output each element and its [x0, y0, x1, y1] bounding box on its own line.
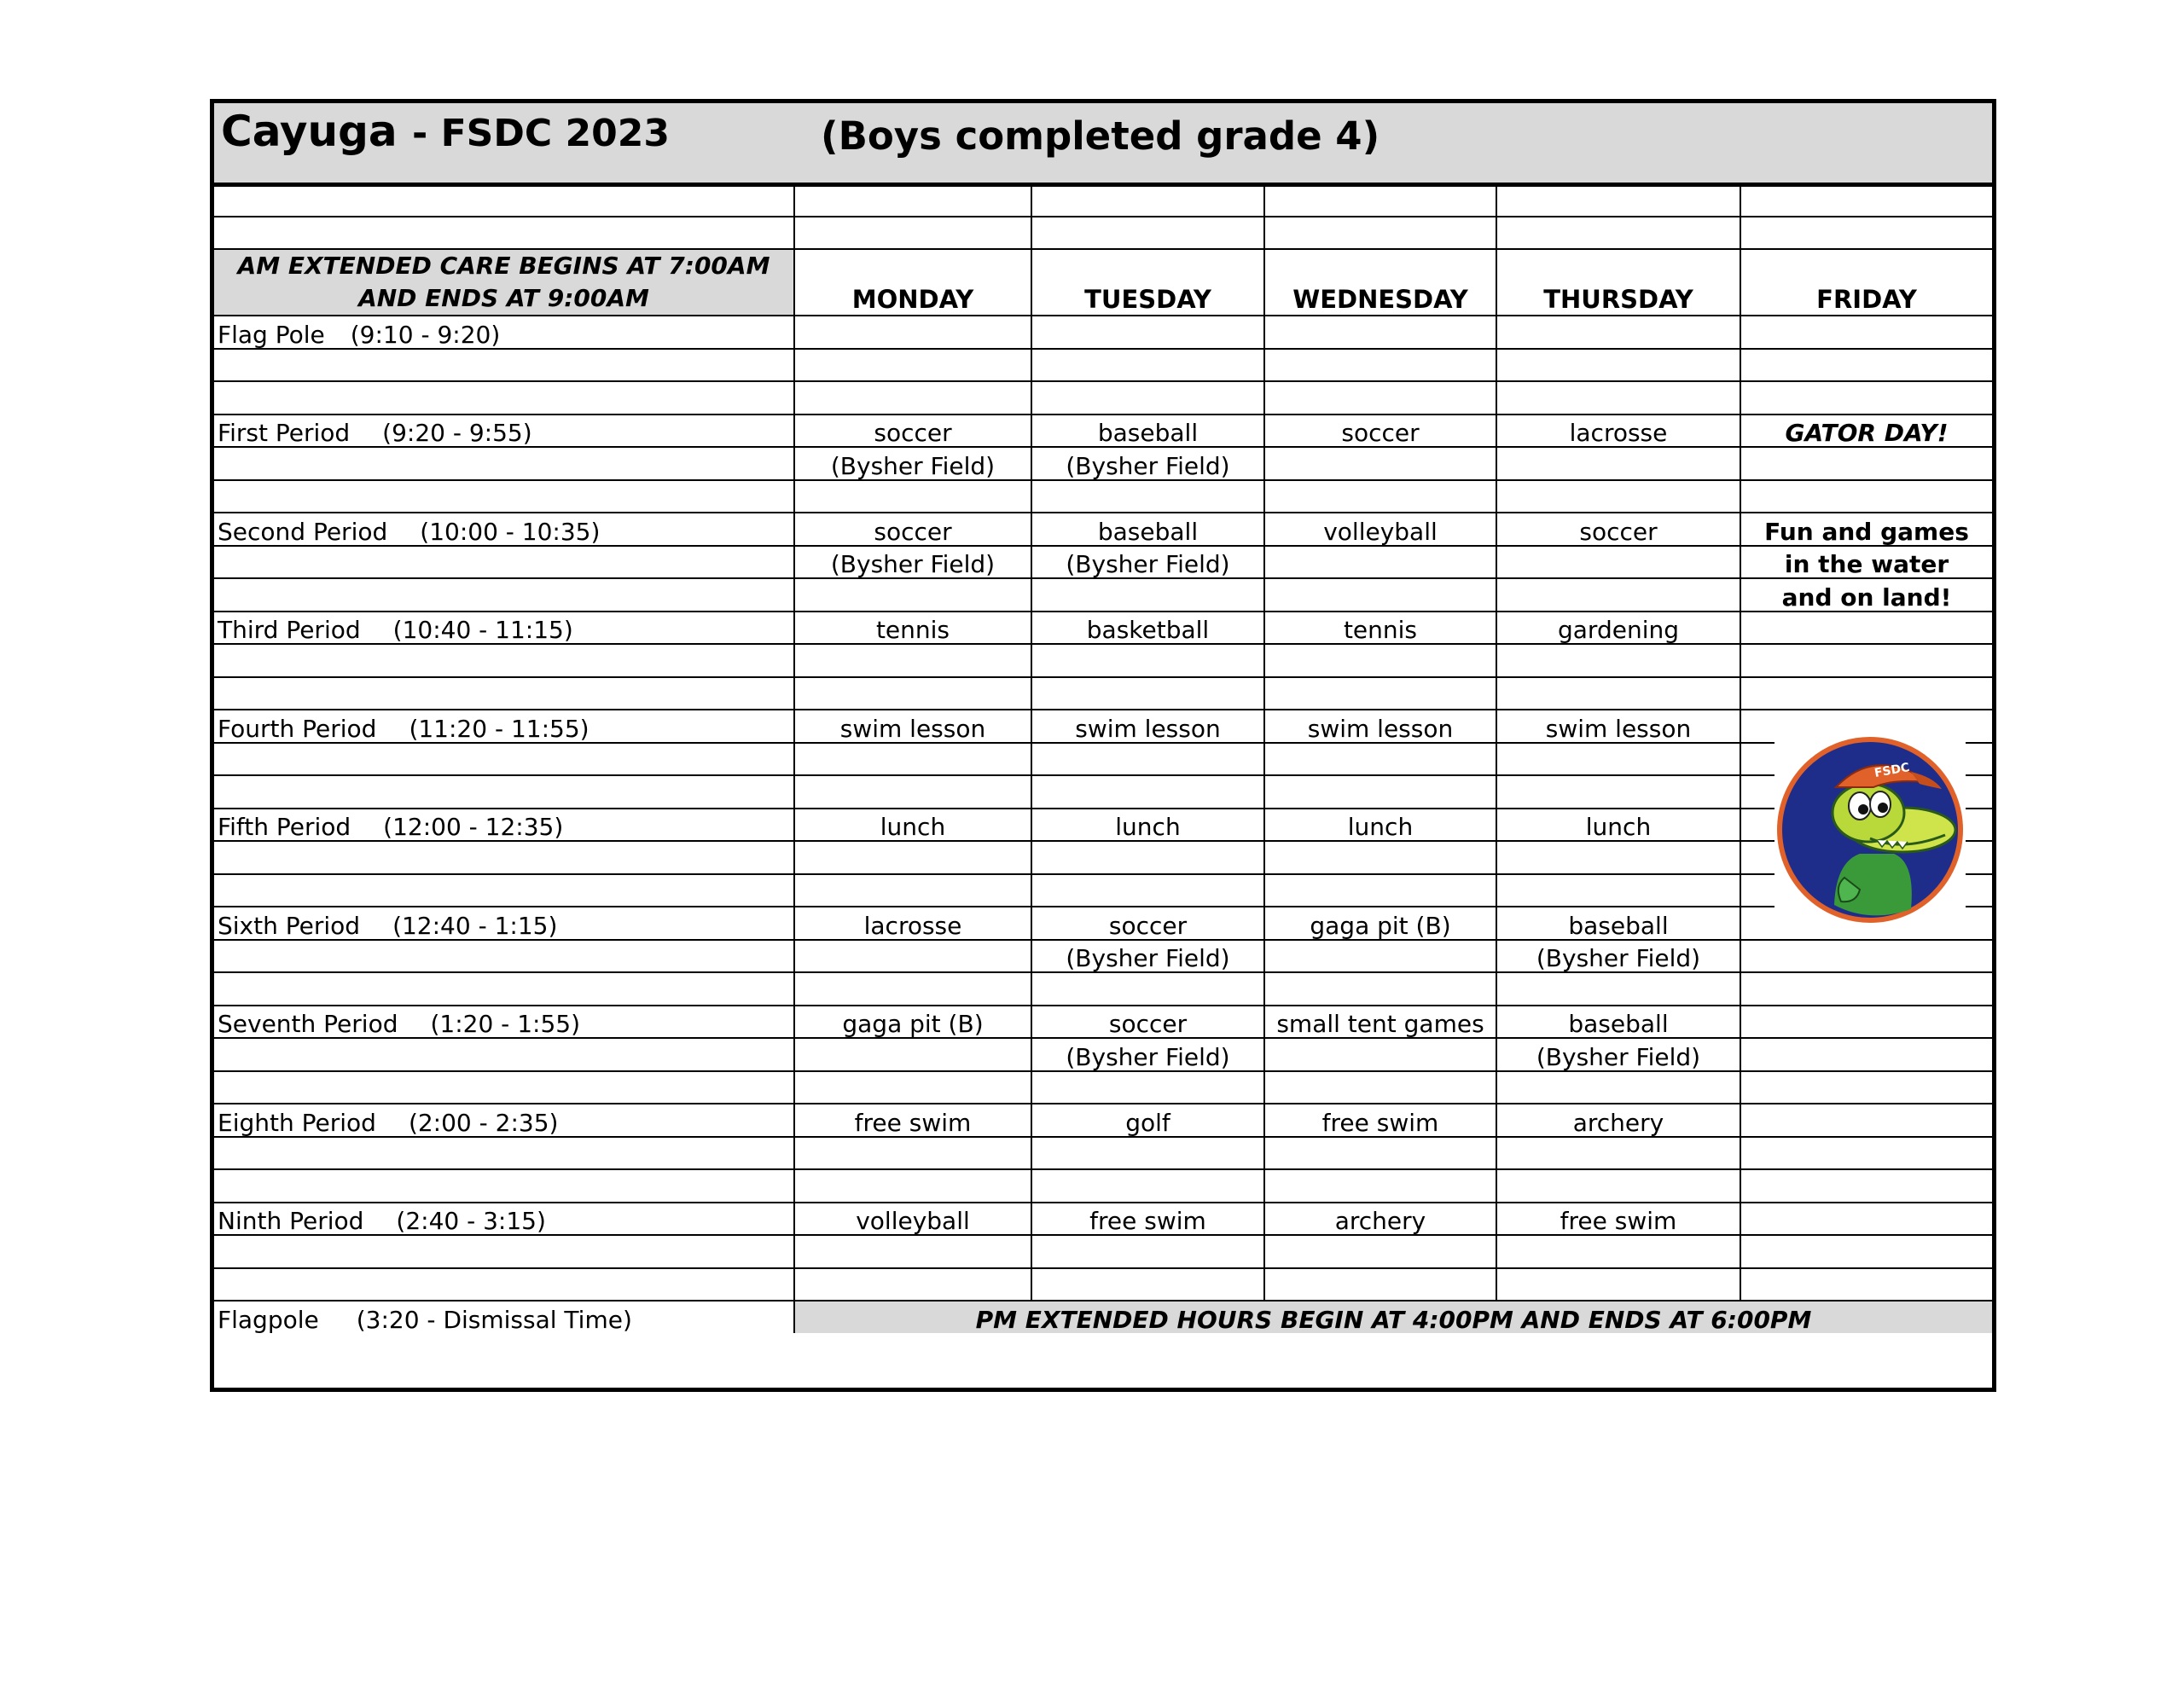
period-name: Flag Pole	[218, 320, 325, 349]
table-row	[214, 1169, 1992, 1203]
location-cell: (Bysher Field)	[1031, 1038, 1264, 1071]
table-row	[214, 546, 1992, 579]
period-seventh	[214, 1006, 794, 1039]
activity-cell: lacrosse	[1496, 415, 1740, 448]
activity-cell: baseball	[1031, 513, 1264, 546]
table-row	[214, 743, 1992, 776]
table-row	[214, 1006, 1992, 1039]
table-row	[214, 447, 1992, 480]
period-time: (10:00 - 10:35)	[420, 517, 601, 546]
activity-cell: free swim	[794, 1104, 1031, 1137]
period-time: (9:10 - 9:20)	[350, 320, 501, 349]
activity-cell: free swim	[1496, 1203, 1740, 1236]
period-name: Third Period	[218, 616, 361, 644]
table-row	[214, 480, 1992, 513]
period-flagpole	[214, 1301, 794, 1333]
table-row	[214, 644, 1992, 677]
table-row	[214, 874, 1992, 907]
table-row	[214, 775, 1992, 809]
period-time: (1:20 - 1:55)	[430, 1010, 580, 1038]
table-row	[214, 415, 1992, 448]
activity-cell: baseball	[1496, 907, 1740, 940]
activity-cell: soccer	[1496, 513, 1740, 546]
table-row	[214, 217, 1992, 250]
period-time: (2:00 - 2:35)	[408, 1108, 559, 1137]
activity-cell: swim lesson	[794, 710, 1031, 743]
friday-gator-day: GATOR DAY!	[1740, 415, 1992, 448]
table-row	[214, 381, 1992, 415]
day-header-monday: MONDAY	[794, 249, 1031, 316]
period-fifth	[214, 809, 794, 842]
activity-cell: free swim	[1031, 1203, 1264, 1236]
table-row	[214, 1301, 1992, 1333]
activity-cell: basketball	[1031, 612, 1264, 645]
table-row	[214, 1268, 1992, 1301]
period-third	[214, 612, 794, 645]
day-header-tuesday: TUESDAY	[1031, 249, 1264, 316]
activity-cell: tennis	[794, 612, 1031, 645]
activity-cell: volleyball	[794, 1203, 1031, 1236]
activity-cell: gaga pit (B)	[1264, 907, 1496, 940]
period-name: Ninth Period	[218, 1207, 364, 1235]
activity-cell: gaga pit (B)	[794, 1006, 1031, 1039]
activity-cell: swim lesson	[1264, 710, 1496, 743]
table-row	[214, 907, 1992, 940]
activity-cell: volleyball	[1264, 513, 1496, 546]
period-name: Seventh Period	[218, 1010, 398, 1038]
location-cell: (Bysher Field)	[1496, 1038, 1740, 1071]
table-row	[214, 249, 1992, 316]
title-bar	[214, 103, 1992, 187]
activity-cell: lacrosse	[794, 907, 1031, 940]
period-name: Eighth Period	[218, 1108, 376, 1137]
am-extended-care-note: AM EXTENDED CARE BEGINS AT 7:00AM AND ENDS AT 9:00AM	[214, 249, 794, 316]
schedule-table	[214, 183, 1992, 1333]
period-time: (12:40 - 1:15)	[392, 911, 558, 940]
activity-cell: lunch	[1031, 809, 1264, 842]
activity-cell: swim lesson	[1031, 710, 1264, 743]
pm-extended-hours-note: PM EXTENDED HOURS BEGIN AT 4:00PM AND ENDS AT 6:00PM	[794, 1301, 1992, 1333]
table-row	[214, 316, 1992, 349]
period-name: First Period	[218, 419, 351, 447]
table-row	[214, 677, 1992, 710]
period-name: Fifth Period	[218, 813, 351, 841]
day-header-friday: FRIDAY	[1740, 249, 1992, 316]
table-row	[214, 612, 1992, 645]
activity-cell: tennis	[1264, 612, 1496, 645]
activity-cell: soccer	[794, 513, 1031, 546]
day-header-wednesday: WEDNESDAY	[1264, 249, 1496, 316]
table-row	[214, 809, 1992, 842]
activity-cell: free swim	[1264, 1104, 1496, 1137]
table-row	[214, 1038, 1992, 1071]
activity-cell: archery	[1496, 1104, 1740, 1137]
table-row	[214, 1071, 1992, 1104]
period-name: Second Period	[218, 517, 388, 546]
friday-note-line1: Fun and games	[1740, 513, 1992, 546]
period-name: Sixth Period	[218, 911, 361, 940]
schedule-sheet	[210, 99, 1996, 1392]
period-flag-pole	[214, 316, 794, 349]
location-cell: (Bysher Field)	[1031, 940, 1264, 973]
activity-cell: archery	[1264, 1203, 1496, 1236]
activity-cell: gardening	[1496, 612, 1740, 645]
period-eighth	[214, 1104, 794, 1137]
table-row	[214, 1137, 1992, 1170]
table-row	[214, 513, 1992, 546]
activity-cell: baseball	[1031, 415, 1264, 448]
table-row	[214, 183, 1992, 217]
table-row	[214, 349, 1992, 382]
table-row	[214, 1235, 1992, 1268]
activity-cell: golf	[1031, 1104, 1264, 1137]
activity-cell: baseball	[1496, 1006, 1740, 1039]
location-cell: (Bysher Field)	[794, 447, 1031, 480]
day-header-thursday: THURSDAY	[1496, 249, 1740, 316]
table-row	[214, 1104, 1992, 1137]
period-first	[214, 415, 794, 448]
activity-cell: soccer	[794, 415, 1031, 448]
location-cell: (Bysher Field)	[1496, 940, 1740, 973]
mascot-cap-text: FSDC	[1873, 760, 1911, 780]
activity-cell: swim lesson	[1496, 710, 1740, 743]
table-row	[214, 841, 1992, 874]
page-subtitle: (Boys completed grade 4)	[821, 113, 1380, 159]
period-time: (9:20 - 9:55)	[382, 419, 532, 447]
table-row	[214, 940, 1992, 973]
period-sixth	[214, 907, 794, 940]
location-cell: (Bysher Field)	[1031, 546, 1264, 579]
friday-note-line2: in the water	[1740, 546, 1992, 579]
period-ninth	[214, 1203, 794, 1236]
activity-cell: lunch	[794, 809, 1031, 842]
period-time: (12:00 - 12:35)	[383, 813, 564, 841]
activity-cell: small tent games	[1264, 1006, 1496, 1039]
location-cell: (Bysher Field)	[1031, 447, 1264, 480]
period-time: (3:20 - Dismissal Time)	[356, 1305, 632, 1333]
period-time: (2:40 - 3:15)	[396, 1207, 546, 1235]
activity-cell: lunch	[1496, 809, 1740, 842]
table-row	[214, 578, 1992, 612]
page-title	[221, 107, 670, 156]
activity-cell: lunch	[1264, 809, 1496, 842]
period-time: (10:40 - 11:15)	[392, 616, 573, 644]
period-fourth	[214, 710, 794, 743]
activity-cell: soccer	[1264, 415, 1496, 448]
period-time: (11:20 - 11:55)	[409, 714, 590, 743]
table-row	[214, 972, 1992, 1006]
table-row	[214, 1203, 1992, 1236]
activity-cell: soccer	[1031, 907, 1264, 940]
table-row	[214, 710, 1992, 743]
period-name: Flagpole	[218, 1305, 319, 1333]
friday-note-line3: and on land!	[1740, 578, 1992, 612]
gator-mascot-icon	[1774, 734, 1966, 925]
location-cell: (Bysher Field)	[794, 546, 1031, 579]
period-name: Fourth Period	[218, 714, 377, 743]
program-name: - FSDC 2023	[412, 112, 670, 155]
activity-cell: soccer	[1031, 1006, 1264, 1039]
camp-name: Cayuga	[221, 107, 398, 156]
period-second	[214, 513, 794, 546]
